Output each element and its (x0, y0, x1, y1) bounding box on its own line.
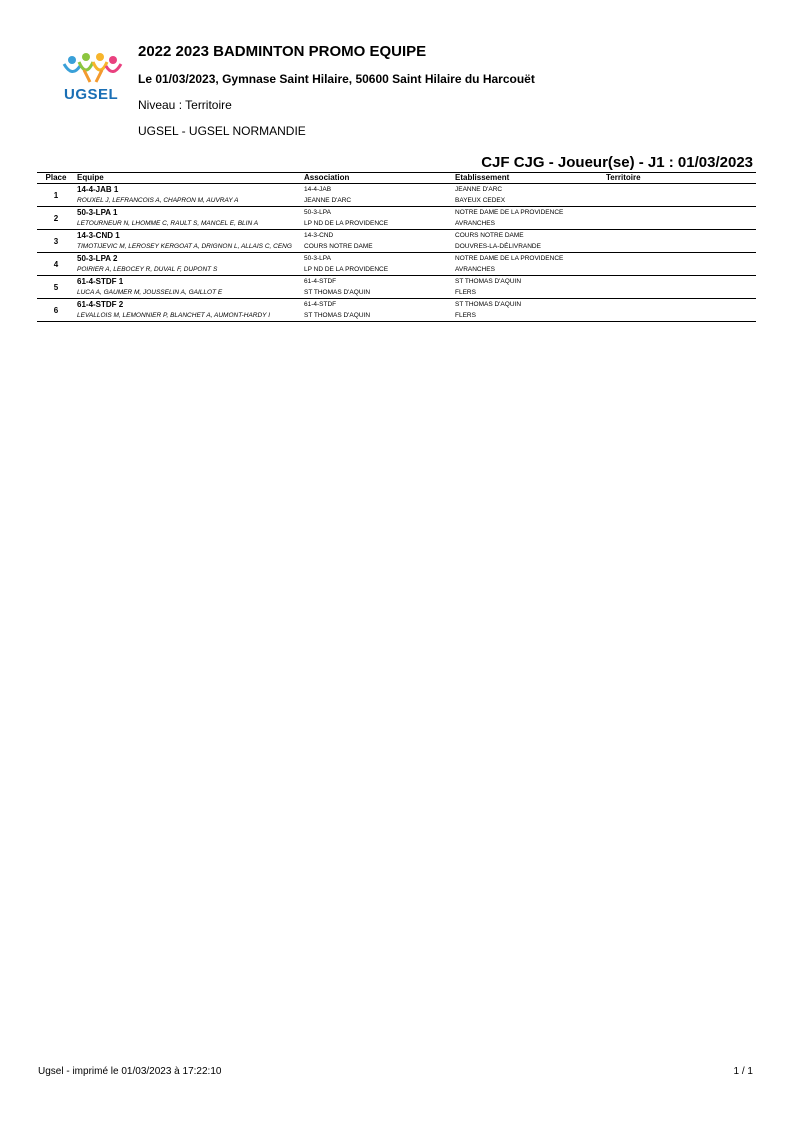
establishment-city: BAYEUX CEDEX (453, 195, 604, 207)
table-row (37, 207, 756, 219)
place-cell: 2 (37, 207, 75, 230)
territory-cell (604, 207, 756, 219)
page-title: 2022 2023 BADMINTON PROMO EQUIPE (138, 43, 427, 60)
association-name: ST THOMAS D'AQUIN (302, 287, 453, 299)
association-name: LP ND DE LA PROVIDENCE (302, 218, 453, 230)
place-cell: 6 (37, 299, 75, 322)
establishment-name: ST THOMAS D'AQUIN (455, 301, 522, 308)
establishment-name: NOTRE DAME DE LA PROVIDENCE (455, 209, 564, 216)
association-name: ST THOMAS D'AQUIN (302, 310, 453, 322)
page-number: 1 / 1 (733, 1066, 753, 1077)
team-players: POIRIER A, LEBOCEY R, DUVAL F, DUPONT S (75, 264, 302, 276)
territory-cell (604, 230, 756, 242)
team-players: LEVALLOIS M, LEMONNIER P, BLANCHET A, AUMONT-HARDY I (75, 310, 302, 322)
table-header-row (37, 173, 756, 184)
territory-cell (604, 241, 756, 253)
team-players: LETOURNEUR N, LHOMME C, RAULT S, MANCEL E, BLIN A (75, 218, 302, 230)
territory-cell (604, 264, 756, 276)
place-cell: 1 (37, 184, 75, 207)
table-row-detail (37, 241, 756, 253)
territory-cell (604, 184, 756, 196)
association-code: 50-3-LPA (304, 209, 331, 216)
establishment-city: AVRANCHES (453, 264, 604, 276)
event-details: Le 01/03/2023, Gymnase Saint Hilaire, 50600 Saint Hilaire du Harcouët (138, 72, 535, 86)
establishment-city: FLERS (453, 310, 604, 322)
place-cell: 3 (37, 230, 75, 253)
table-row-detail (37, 287, 756, 299)
territory-cell (604, 195, 756, 207)
territory-cell (604, 310, 756, 322)
place-cell: 4 (37, 253, 75, 276)
column-header-association: Association (302, 173, 453, 184)
table-row (37, 299, 756, 311)
territory-cell (604, 253, 756, 265)
table-row (37, 253, 756, 265)
table-row-detail (37, 310, 756, 322)
team-players: ROUXEL J, LEFRANCOIS A, CHAPRON M, AUVRAY A (75, 195, 302, 207)
association-name: JEANNE D'ARC (302, 195, 453, 207)
logo-text: UGSEL (64, 86, 119, 103)
establishment-name: COURS NOTRE DAME (455, 232, 524, 239)
territory-cell (604, 218, 756, 230)
association-code: 50-3-LPA (304, 255, 331, 262)
territory-cell (604, 299, 756, 311)
team-name: 50-3-LPA 1 (77, 208, 118, 217)
establishment-city: AVRANCHES (453, 218, 604, 230)
association-name: COURS NOTRE DAME (302, 241, 453, 253)
establishment-city: DOUVRES-LA-DÉLIVRANDE (453, 241, 604, 253)
team-name: 14-3-CND 1 (77, 231, 120, 240)
team-players: LUCA A, GAUMER M, JOUSSELIN A, GAILLOT E (75, 287, 302, 299)
territory-cell (604, 287, 756, 299)
team-name: 50-3-LPA 2 (77, 254, 118, 263)
table-row (37, 276, 756, 288)
table-row-detail (37, 218, 756, 230)
association-code: 61-4-STDF (304, 301, 337, 308)
table-row-detail (37, 264, 756, 276)
column-header-place: Place (37, 173, 75, 184)
association-name: LP ND DE LA PROVIDENCE (302, 264, 453, 276)
association-code: 14-3-CND (304, 232, 334, 239)
territory-cell (604, 276, 756, 288)
association-code: 14-4-JAB (304, 186, 332, 193)
level-label: Niveau : Territoire (138, 98, 232, 112)
organization-label: UGSEL - UGSEL NORMANDIE (138, 124, 306, 138)
establishment-city: FLERS (453, 287, 604, 299)
establishment-name: JEANNE D'ARC (455, 186, 503, 193)
team-players: TIMOTIJEVIC M, LEROSEY KERGOAT A, DRIGNON L, ALLAIS C, CENG (75, 241, 302, 253)
establishment-name: NOTRE DAME DE LA PROVIDENCE (455, 255, 564, 262)
category-title: CJF CJG - Joueur(se) - J1 : 01/03/2023 (481, 154, 753, 171)
place-cell: 5 (37, 276, 75, 299)
table-row-detail (37, 195, 756, 207)
association-code: 61-4-STDF (304, 278, 337, 285)
establishment-name: ST THOMAS D'AQUIN (455, 278, 522, 285)
team-name: 14-4-JAB 1 (77, 185, 119, 194)
table-row (37, 184, 756, 196)
team-name: 61-4-STDF 2 (77, 300, 124, 309)
print-timestamp: Ugsel - imprimé le 01/03/2023 à 17:22:10 (38, 1066, 222, 1077)
table-row (37, 230, 756, 242)
column-header-territory: Territoire (604, 173, 756, 184)
team-name: 61-4-STDF 1 (77, 277, 124, 286)
column-header-establishment: Etablissement (453, 173, 604, 184)
column-header-team: Equipe (75, 173, 302, 184)
results-table (37, 172, 756, 322)
